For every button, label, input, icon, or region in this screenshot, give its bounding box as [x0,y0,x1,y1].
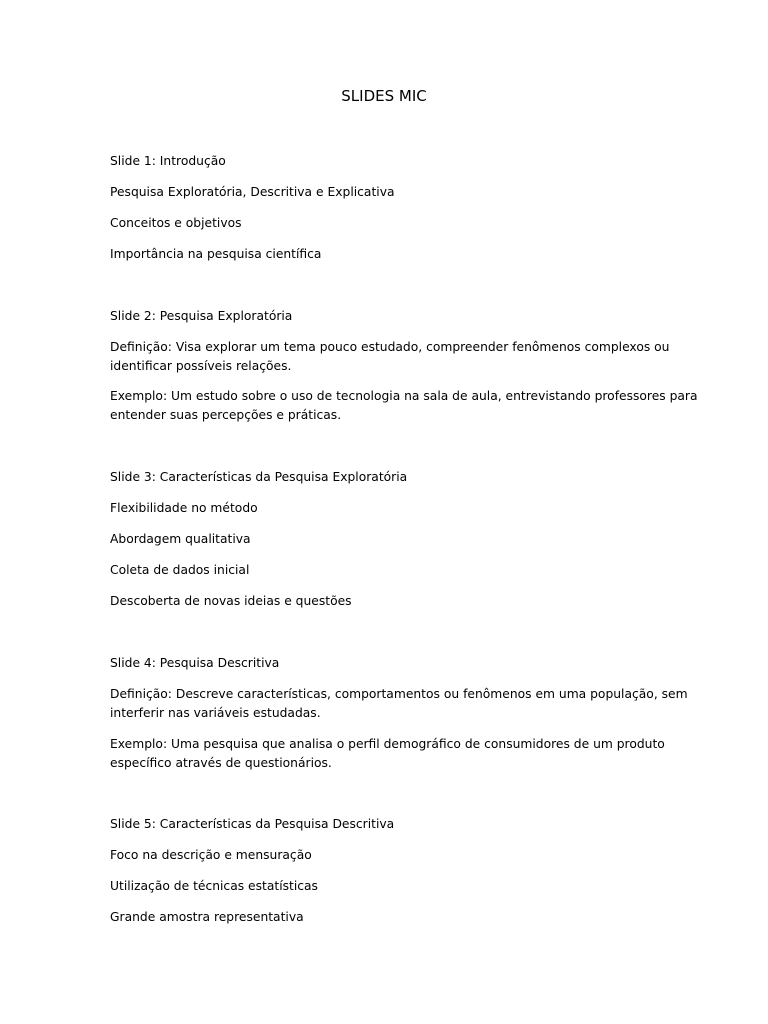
slide4-definition-line: interferir nas variáveis estudadas. [110,706,321,720]
slide4-example-line: Exemplo: Uma pesquisa que analisa o perfil demográfico de consumidores de um produto [110,737,665,751]
slide2-definition-line: Definição: Visa explorar um tema pouco estudado, compreender fenômenos complexos ou [110,340,670,354]
slide3-heading: Slide 3: Características da Pesquisa Exploratória [110,470,408,484]
slide2-definition [110,338,670,376]
slide3-item: Abordagem qualitativa [110,532,251,546]
slide2-heading: Slide 2: Pesquisa Exploratória [110,309,293,323]
slide4-heading: Slide 4: Pesquisa Descritiva [110,656,280,670]
slide4-definition [110,685,688,723]
slide2-example [110,387,698,425]
document-title: SLIDES MIC [341,87,427,105]
slide5-item: Utilização de técnicas estatísticas [110,879,318,893]
slide5-item: Grande amostra representativa [110,910,304,924]
slide5-heading: Slide 5: Características da Pesquisa Descritiva [110,817,395,831]
slide3-item: Descoberta de novas ideias e questões [110,594,352,608]
slide2-example-line: entender suas percepções e práticas. [110,408,342,422]
slide4-example [110,735,670,773]
slide4-example-line: específico através de questionários. [110,756,332,770]
slide1-item: Conceitos e objetivos [110,216,242,230]
slide1-item: Importância na pesquisa científica [110,247,322,261]
slide5-item: Foco na descrição e mensuração [110,848,312,862]
slide2-definition-line: identificar possíveis relações. [110,359,292,373]
slide1-heading: Slide 1: Introdução [110,154,226,168]
slide2-example-line: Exemplo: Um estudo sobre o uso de tecnologia na sala de aula, entrevistando professores para [110,389,698,403]
slide3-item: Coleta de dados inicial [110,563,250,577]
slide1-item: Pesquisa Exploratória, Descritiva e Explicativa [110,185,395,199]
slide4-definition-line: Definição: Descreve características, comportamentos ou fenômenos em uma população, sem [110,687,688,701]
slide3-item: Flexibilidade no método [110,501,258,515]
